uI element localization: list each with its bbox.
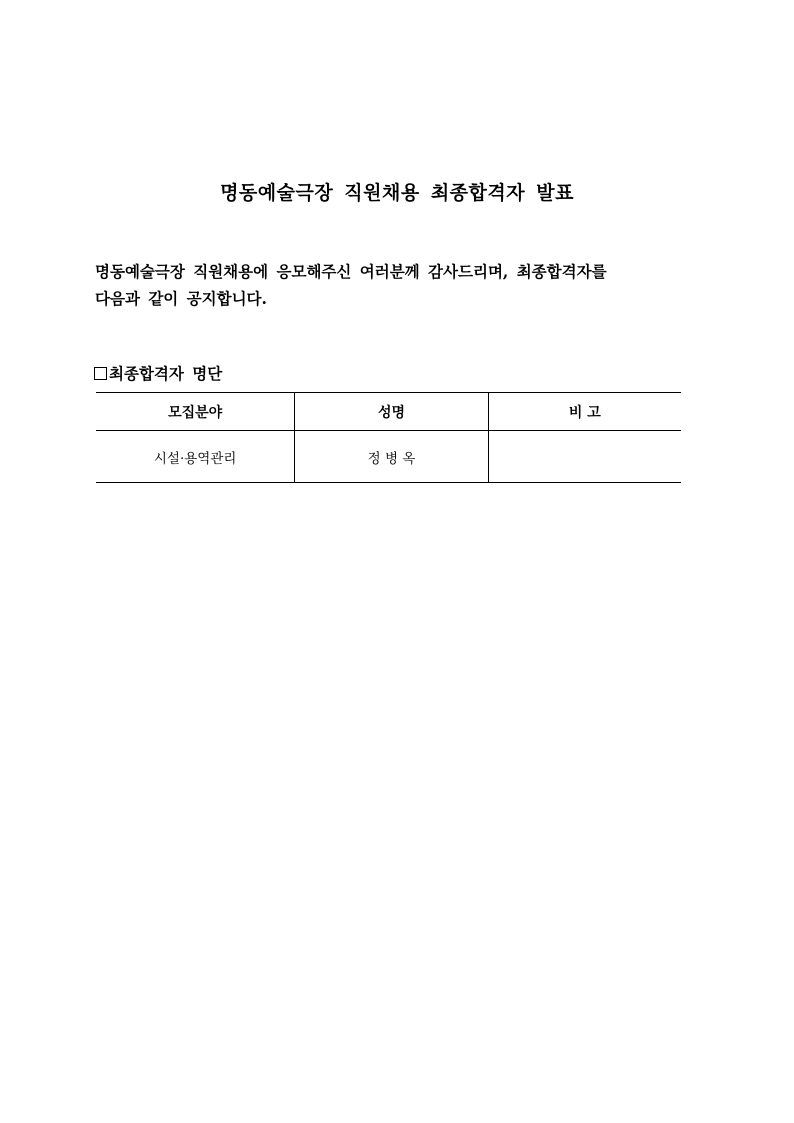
page-title: 명동예술극장 직원채용 최종합격자 발표 <box>220 182 574 204</box>
header-name: 성명 <box>295 393 488 431</box>
section-heading <box>94 362 222 384</box>
cell-name: 정 병 옥 <box>295 431 488 483</box>
results-table <box>96 392 681 483</box>
checkbox-square-icon <box>94 367 107 380</box>
section-heading-label: 최종합격자 명단 <box>109 364 223 383</box>
cell-field: 시설·용역관리 <box>153 450 237 467</box>
header-note: 비 고 <box>488 393 681 431</box>
table-header-row <box>96 393 681 431</box>
header-field: 모집분야 <box>168 404 223 421</box>
intro-paragraph <box>95 258 685 312</box>
intro-line-2: 다음과 같이 공지합니다. <box>95 289 267 308</box>
table-row <box>96 431 681 483</box>
intro-line-1: 명동예술극장 직원채용에 응모해주신 여러분께 감사드리며, 최종합격자를 <box>95 262 607 281</box>
cell-note <box>488 431 681 483</box>
